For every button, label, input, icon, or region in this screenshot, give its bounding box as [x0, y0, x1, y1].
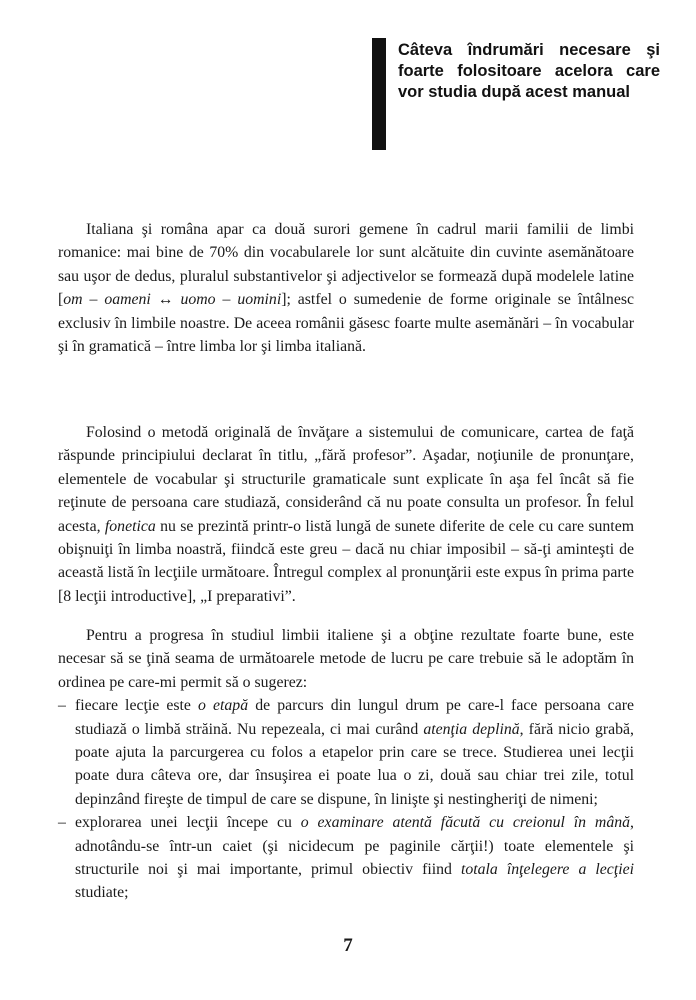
paragraph-2-text: [58, 421, 634, 608]
text-run: explorarea unei lecţii începe cu: [75, 814, 301, 832]
list-item: [58, 811, 634, 905]
paragraph-1: [58, 218, 634, 358]
paragraph-2: [58, 421, 634, 608]
italic-phrase: atenţia deplină: [423, 720, 520, 738]
text-run: , fără nicio grabă, poate ajuta la parcurgerea cu folos a etapelor prin care se trece. Studierea unei lecţii poate dura câteva ore, dar însuşirea ei poate lua o zi, două sau chiar trei zile, totul depinzând fireşte de timpul de care se dispune, în linişte şi nestingheriţi de nimeni;: [75, 720, 634, 808]
list-item: [58, 694, 634, 811]
text-run: de parcurs din lungul drum pe care-l face persoana care studiază o limbă străină. Nu repezeala, ci mai curând: [75, 697, 634, 738]
italic-phrase: o etapă: [198, 697, 249, 715]
heading-accent-bar: [372, 38, 386, 150]
italic-phrase: totala înţelegere a lecţiei: [460, 861, 634, 879]
text-run: fiecare lecţie este: [75, 697, 199, 715]
text-run: studiate;: [75, 884, 129, 902]
text-run: ]; astfel o sumedenie de forme originale se întâlnesc exclusiv în limbile noastre. De aceea românii găsesc foarte multe asemănări – în vocabular şi în gramatică – între limba lor şi limba italiană.: [58, 291, 634, 356]
italic-term: fonetica: [104, 517, 156, 535]
list-dash: –: [58, 697, 66, 715]
text-run: Italiana şi româna apar ca două surori gemene în cadrul marii familii de limbi romanice: mai bine de 70% din vocabularele lor sunt alcătuite din cuvinte asemănătoare sau uşor de dedus, pluralul substantivelor şi adjectivelor se formează după modelele latine [: [58, 221, 634, 309]
paragraph-3-intro: Pentru a progresa în studiul limbii italiene şi a obţine rezultate foarte bune, este necesar să se ţină seama de următoarele metode de lucru pe care trebuie să le adoptăm în ordinea pe care-mi permit să o sugerez:: [58, 627, 634, 691]
italic-phrase: o examinare atentă făcută cu creionul în mână: [300, 814, 631, 832]
page-number: 7: [343, 935, 353, 956]
text-run: Folosind o metodă originală de învăţare a sistemului de comunicare, cartea de faţă răspunde principiului declarat în titlu, „fără profesor”. Aşadar, noţiunile de pronunţare, elementele de vocabular şi structurile gramaticale sunt explicate în aşa fel încât să fie reţinute de persoana care studiază, considerând că nu poate consulta un profesor. În felul acesta,: [58, 424, 634, 535]
italic-example: om – oameni ↔ uomo – uomini: [63, 291, 282, 309]
section-title: Câteva îndrumări necesare şi foarte folositoare acelora care vor studia după acest manual: [398, 41, 660, 101]
paragraph-1-text: [58, 218, 634, 358]
text-run: , adnotându-se într-un caiet (şi nicidecum pe paginile cărţii!) toate elementele şi structurile noi şi mai importante, primul obiectiv fiind: [75, 814, 634, 879]
section-heading: [372, 38, 662, 150]
text-run: nu se prezintă printr-o listă lungă de sunete diferite de cele cu care suntem obişnuiţi în limba noastră, fiindcă este greu – dacă nu chiar imposibil – să-ţi aminteşti de această listă în lecţiile următoare. Întregul complex al pronunţării este expus în prima parte [8 lecţii introductive], „I preparativi”.: [58, 517, 634, 605]
paragraph-3: [58, 624, 634, 905]
list-dash: –: [58, 814, 66, 832]
method-list: [58, 694, 634, 905]
